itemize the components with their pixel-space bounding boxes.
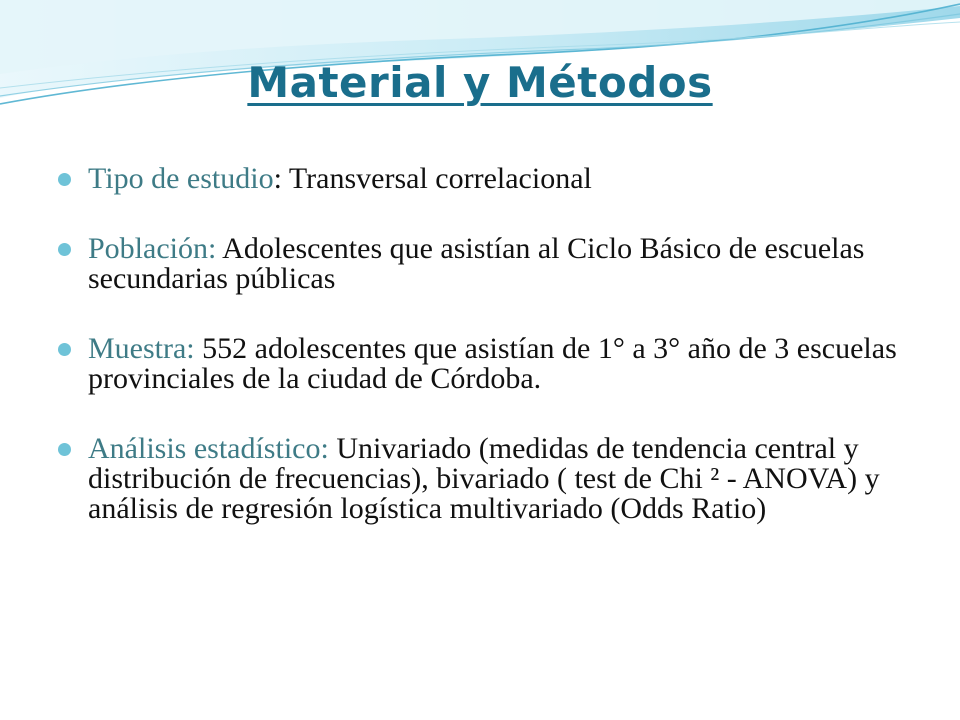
bullet-separator: : (273, 162, 282, 195)
bullet-dot-icon (58, 443, 71, 456)
page-title: Material y Métodos (247, 58, 713, 107)
bullet-dot-icon (58, 173, 71, 186)
bullet-list (58, 164, 928, 564)
bullet-text: Univariado (medidas de tendencia central y distribución de frecuencias), bivariado ( test de Chi ² - ANOVA) y análisis de regresión logística multivariado (Odds Ratio) (88, 432, 880, 525)
bullet-text: Adolescentes que asistían al Ciclo Básico de escuelas secundarias públicas (88, 232, 865, 295)
bullet-statistical-analysis (58, 434, 928, 524)
bullet-study-type (58, 164, 928, 194)
bullet-text: Transversal correlacional (281, 162, 592, 195)
bullet-label: Tipo de estudio (88, 162, 274, 195)
bullet-label: Análisis estadístico: (88, 432, 329, 465)
bullet-label: Muestra: (88, 332, 195, 365)
bullet-label: Población: (88, 232, 217, 265)
bullet-dot-icon (58, 343, 71, 356)
bullet-population (58, 234, 928, 294)
bullet-text: 552 adolescentes que asistían de 1° a 3° año de 3 escuelas provinciales de la ciudad de Córdoba. (88, 332, 897, 395)
bullet-dot-icon (58, 243, 71, 256)
bullet-sample (58, 334, 928, 394)
